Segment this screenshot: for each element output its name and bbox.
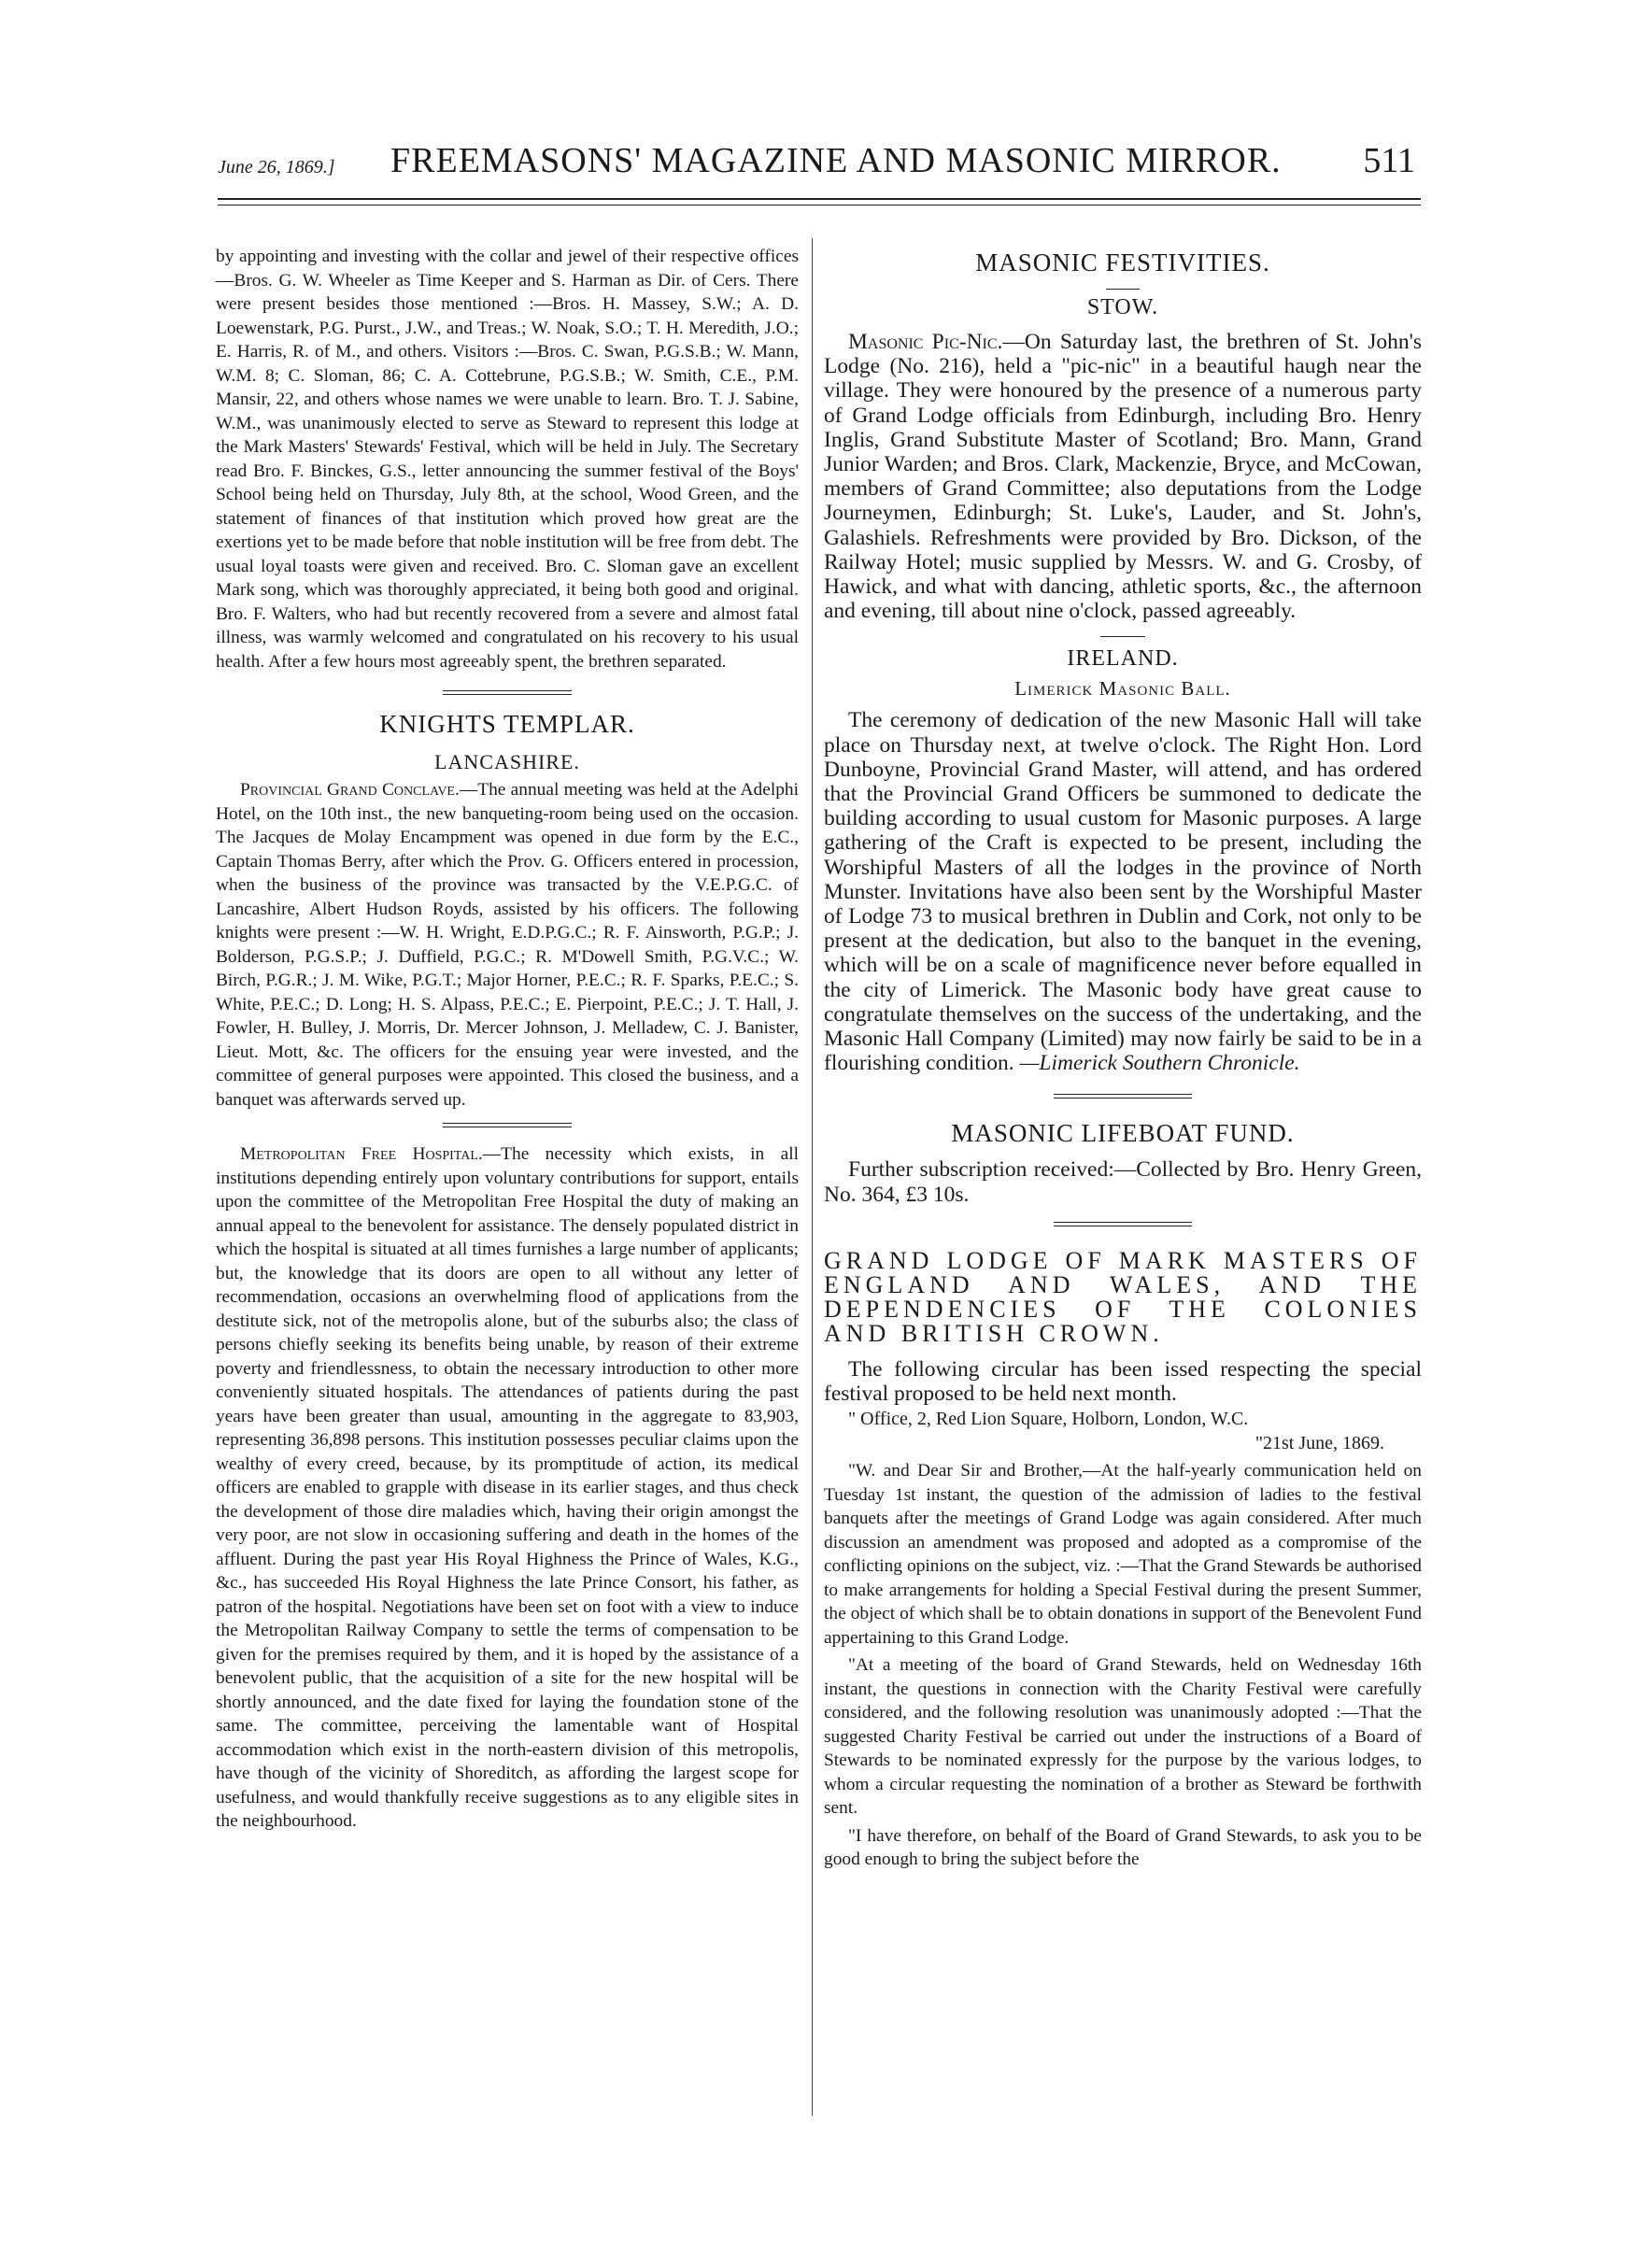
header-date: June 26, 1869.]: [218, 157, 335, 177]
page-number: 511: [1363, 141, 1415, 180]
short-rule: [1100, 636, 1145, 637]
ireland-heading: IRELAND.: [1067, 646, 1179, 672]
page-header: [218, 140, 1423, 187]
circular-paragraph-2: "At a meeting of the board of Grand Stewards, held on Wednesday 16th instant, the questions in connection with the Charity Festival were carefully considered, and the following resolution was unanimously adopted :—That the suggested Charity Festival be carried out under the instructions of a Board of Stewards to be nominated expressly for the purpose by the various lodges, to whom a circular requesting the nomination of a brother as Steward be forthwith sent.: [824, 1655, 1422, 1819]
circular-paragraph-3: "I have therefore, on behalf of the Board of Grand Stewards, to ask you to be good enough to bring the subject before the: [824, 1825, 1422, 1870]
column-divider: [812, 238, 813, 2116]
limerick-ball-heading: Limerick Masonic Ball.: [1014, 677, 1231, 701]
hospital-lead: Metropolitan Free Hospital.: [240, 1144, 483, 1164]
short-rule: [1106, 289, 1140, 290]
ireland-text: The ceremony of dedication of the new Masonic Hall will take place on Thursday next, at twelve o'clock. The Right Hon. Lord Dunboyne, Provincial Grand Master, will attend, and has ordered that the Provincial Grand Officers be summoned to dedicate the building according to usual custom for Masonic purposes. A large gathering of the Craft is expected to be present, including the Worshipful Masters of all the lodges in the province of North Munster. Invitations have also been sent by the Worshipful Master of Lodge 73 to musical brethren in Dublin and Cork, not only to be present at the dedication, but also to the banquet in the evening, which will be on a scale of magnificence never before equalled in the city of Limerick. The Masonic body have great cause to congratulate themselves on the success of the undertaking, and the Masonic Hall Company (Limited) may now fairly be said to be in a flourishing condition.: [824, 708, 1422, 1076]
stow-paragraph: [824, 330, 1422, 623]
left-column: [216, 245, 799, 1834]
lifeboat-fund-heading: MASONIC LIFEBOAT FUND.: [951, 1119, 1295, 1148]
header-title: FREEMASONS' MAGAZINE AND MASONIC MIRROR.: [390, 141, 1282, 180]
lodge-report-paragraph: by appointing and investing with the collar and jewel of their respective offices—Bros. G. W. Wheeler as Time Keeper and S. Harman as Dir. of Cers. There were present besides those mentioned :—Bros. H. Massey, S.W.; A. D. Loewenstark, P.G. Purst., J.W., and Treas.; W. Noak, S.O.; T. H. Meredith, J.O.; E. Harris, R. of M., and others. Visitors :—Bros. C. Swan, P.G.S.B.; W. Mann, W.M. 8; C. Sloman, 86; C. A. Cottebrune, P.G.S.B.; W. Smith, C.E., P.M. Mansir, 22, and others whose names we were unable to learn. Bro. T. J. Sabine, W.M., was unanimously elected to serve as Steward to represent this lodge at the Mark Masters' Stewards' Festival, which will be held in July. The Secretary read Bro. F. Binckes, G.S., letter announcing the summer festival of the Boys' School being held on Thursday, July 8th, at the school, Wood Green, and the statement of finances of that institution which proved how great are the exertions yet to be made before that noble institution will be free from debt. The usual loyal toasts were given and received. Bro. C. Sloman gave an excellent Mark song, which was thoroughly appreciated, it being both good and original. Bro. F. Walters, who had but recently recovered from a severe and almost fatal illness, was warmly welcomed and congratulated on his recovery to his usual health. After a few hours most agreeably spent, the brethren separated.: [216, 247, 799, 672]
circular-date: "21st June, 1869.: [1254, 1432, 1384, 1453]
section-rule: [443, 1123, 572, 1127]
knights-templar-lead: Provincial Grand Conclave.: [240, 780, 460, 800]
section-rule: [1054, 1094, 1192, 1099]
stow-text: —On Saturday last, the brethren of St. John's Lodge (No. 216), held a "pic-nic" in a beautiful haugh near the village. They were honoured by the presence of a numerous party of Grand Lodge officials from Edinburgh, including Bro. Henry Inglis, Grand Substitute Master of Scotland; Bro. Mann, Grand Junior Warden; and Bros. Clark, Mackenzie, Bryce, and McCowan, members of Grand Committee; also deputations from the Lodge Journeymen, Edinburgh; St. Luke's, Lauder, and St. John's, Galashiels. Refreshments were provided by Bro. Dickson, of the Railway Hotel; music supplied by Messrs. W. and G. Crosby, of Hawick, and what with dancing, athletic sports, &c., the afternoon and evening, till about nine o'clock, passed agreeably.: [824, 330, 1423, 624]
ireland-paragraph: [824, 708, 1422, 1075]
section-rule: [1054, 1222, 1192, 1226]
stow-heading: STOW.: [1086, 295, 1159, 319]
hospital-paragraph: [216, 1142, 799, 1834]
ireland-source: —Limerick Southern Chronicle.: [1019, 1051, 1300, 1076]
knights-templar-text: —The annual meeting was held at the Adelphi Hotel, on the 10th inst., the new banqueting-room being used on the occasion. The Jacques de Molay Encampment was opened in due form by the E.C., Captain Thomas Berry, after which the Prov. G. Officers entered in procession, when the business of the province was transacted by the V.E.P.G.C. of Lancashire, Albert Hudson Royds, assisted by his officers. The following knights were present :—W. H. Wright, E.D.P.G.C.; R. F. Ainsworth, P.G.P.; J. Bolderson, P.G.S.P.; J. Duffield, P.G.C.; R. M'Dowell Smith, P.G.V.C.; W. Birch, P.G.R.; J. M. Wike, P.G.T.; Major Horner, P.E.C.; R. F. Sparks, P.E.C.; S. White, P.E.C.; D. Long; H. S. Alpass, P.E.C.; E. Pierpoint, P.E.C.; J. T. Hall, J. Fowler, H. Bulley, J. Morris, Dr. Mercer Johnson, J. Melladew, C. J. Banister, Lieut. Mott, &c. The officers for the ensuing year were invested, and the committee of general purposes were appointed. This closed the business, and a banquet was afterwards served up.: [216, 780, 799, 1110]
section-rule: [443, 690, 572, 695]
lifeboat-paragraph: Further subscription received:—Collected by Bro. Henry Green, No. 364, £3 10s.: [824, 1157, 1422, 1207]
knights-templar-paragraph: [216, 778, 799, 1112]
header-rule-thin: [218, 205, 1421, 206]
stow-lead: Masonic Pic-Nic.: [848, 330, 1003, 354]
right-column: [824, 245, 1422, 1872]
header-rule: [218, 198, 1421, 200]
knights-templar-heading: KNIGHTS TEMPLAR.: [379, 710, 635, 738]
circular-address: " Office, 2, Red Lion Square, Holborn, London, W.C.: [848, 1409, 1249, 1430]
lancashire-heading: LANCASHIRE.: [434, 750, 580, 773]
masonic-festivities-heading: MASONIC FESTIVITIES.: [975, 248, 1270, 276]
hospital-text: —The necessity which exists, in all institutions depending entirely upon voluntary contributions for support, entails upon the committee of the Metropolitan Free Hospital the duty of making an annual appeal to the benevolent for assistance. The densely populated district in which the hospital is situated at all times furnishes a large number of applicants; but, the knowledge that its doors are open to all without any letter of recommendation, occasions an overwhelming flood of applications from the destitute sick, not of the metropolis alone, but of the suburbs also; the class of persons chiefly seeking its benefits being unable, by reason of their extreme poverty and friendlessness, to obtain the necessary introduction to other more conveniently situated hospitals. The attendances of patients during the past years have been greater than usual, amounting in the aggregate to 83,903, representing 36,898 persons. This institution possesses peculiar claims upon the wealthy of every creed, because, by its promptitude of action, its medical officers are enabled to grapple with disease in its earlier stages, and thus check the development of those dire maladies which, having their origin amongst the very poor, are not slow in occasioning suffering and death in the homes of the affluent. During the past year His Royal Highness the Prince of Wales, K.G., &c., has succeeded His Royal Highness the late Prince Consort, his father, as patron of the hospital. Negotiations have been set on foot with a view to induce the Metropolitan Railway Company to settle the terms of compensation to be given for the premises required by them, and it is hoped by the assistance of a benevolent public, that the acquisition of a site for the new hospital will be shortly announced, and the date fixed for laying the foundation stone of the same. The committee, perceiving the lamentable want of Hospital accommodation which exist in the north-eastern division of this metropolis, have though of the vicinity of Shoreditch, as affording the largest scope for usefulness, and would thankfully receive suggestions as to any eligible sites in the neighbourhood.: [216, 1144, 799, 1831]
grand-lodge-heading: GRAND LODGE OF MARK MASTERS OF ENGLAND AND WALES, AND THE DEPENDENCIES OF THE COLONIES AND BRITISH CROWN.: [824, 1246, 1422, 1347]
circular-paragraph-1: "W. and Dear Sir and Brother,—At the half-yearly communication held on Tuesday 1st instant, the question of the admission of ladies to the festival banquets after the meetings of Grand Lodge was again considered. After much discussion an amendment was proposed and adopted as a compromise of the conflicting opinions on the subject, viz. :—That the Grand Stewards be authorised to make arrangements for holding a Special Festival during the present Summer, the object of which shall be to obtain donations in support of the Benevolent Fund appertaining to this Grand Lodge.: [824, 1461, 1422, 1648]
grand-lodge-intro: The following circular has been issed respecting the special festival proposed to be held next month.: [824, 1356, 1422, 1407]
